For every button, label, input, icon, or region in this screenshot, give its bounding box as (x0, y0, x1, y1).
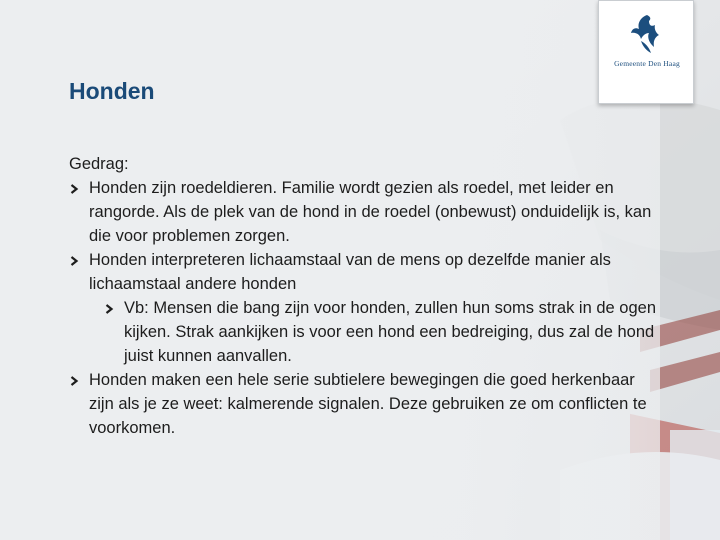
chevron-right-icon (69, 256, 79, 266)
sub-bullet-item (104, 296, 659, 368)
chevron-right-icon (69, 184, 79, 194)
chevron-right-icon (104, 304, 114, 314)
bullet-text: Honden interpreteren lichaamstaal van de mens op dezelfde manier als lichaamstaal andere honden (89, 251, 611, 293)
sub-bullet-text: Vb: Mensen die bang zijn voor honden, zullen hun soms strak in de ogen kijken. Strak aankijken is voor een hond een bedreiging, dus zal de hond juist kunnen aanvallen. (124, 299, 657, 365)
slide-body (69, 152, 659, 440)
bullet-text: Honden zijn roedeldieren. Familie wordt gezien als roedel, met leider en rangorde. Als de plek van de hond in de roedel (onbewust) onduidelijk is, kan die voor problemen zorgen. (89, 179, 652, 245)
slide-title: Honden (69, 78, 155, 104)
bullet-text: Honden maken een hele serie subtielere bewegingen die goed herkenbaar zijn als je ze weet: kalmerende signalen. Deze gebruiken ze om conflicten te voorkomen. (89, 371, 647, 437)
bullet-item (69, 368, 659, 440)
bullet-item (69, 248, 659, 296)
stork-emblem-icon (627, 11, 667, 55)
chevron-right-icon (69, 376, 79, 386)
logo-card (598, 0, 694, 104)
intro-text: Gedrag: (69, 155, 129, 173)
logo-text: Gemeente Den Haag (614, 59, 680, 68)
bullet-item (69, 176, 659, 248)
